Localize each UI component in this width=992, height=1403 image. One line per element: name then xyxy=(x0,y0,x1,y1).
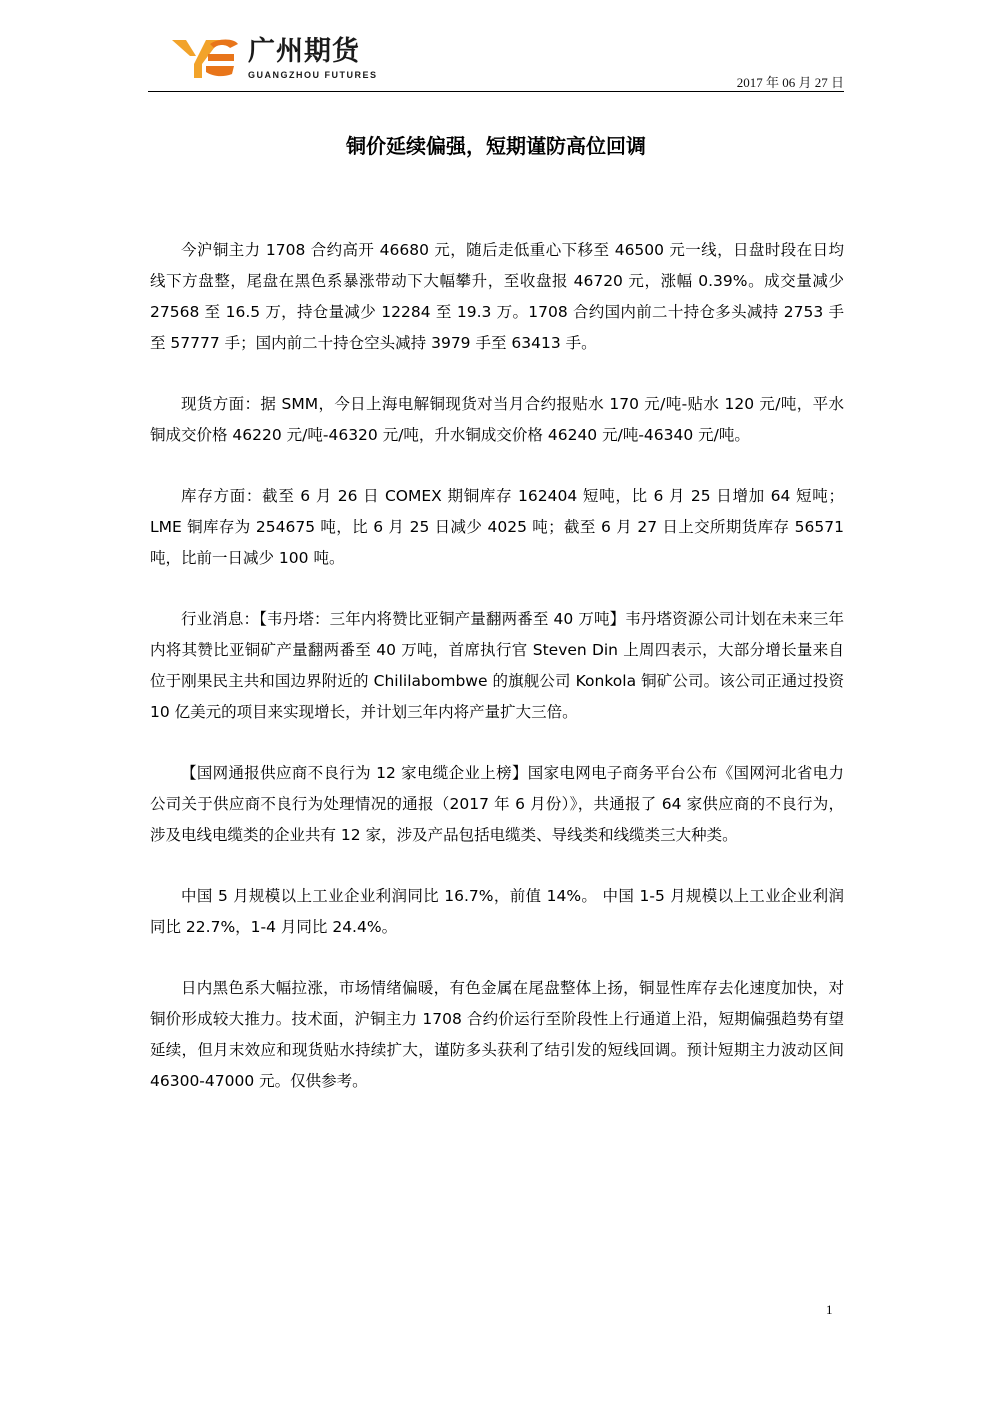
header-divider xyxy=(148,91,844,92)
page-header xyxy=(148,30,844,92)
paragraph-inventory: 库存方面：截至 6 月 26 日 COMEX 期铜库存 162404 短吨，比 6 月 25 日增加 64 短吨；LME 铜库存为 254675 吨，比 6 月 25 日减少 4025 吨；截至 6 月 27 日上交所期货库存 56571 吨，比前一日减少 100 吨。 xyxy=(150,487,844,567)
paragraph-market-summary: 今沪铜主力 1708 合约高开 46680 元，随后走低重心下移至 46500 元一线，日盘时段在日均线下方盘整，尾盘在黑色系暴涨带动下大幅攀升，至收盘报 46720 元，涨幅 0.39%。成交量减少 27568 至 16.5 万，持仓量减少 12284 至 19.3 万。1708 合约国内前二十持仓多头减持 2753 手至 57777 手；国内前二十持仓空头减持 3979 手至 63413 手。 xyxy=(150,241,844,352)
paragraph-spot: 现货方面：据 SMM，今日上海电解铜现货对当月合约报贴水 170 元/吨-贴水 120 元/吨，平水铜成交价格 46220 元/吨-46320 元/吨，升水铜成交价格 46240 元/吨-46340 元/吨。 xyxy=(150,395,844,444)
brand-name-en: GUANGZHOU FUTURES xyxy=(248,70,378,80)
report-body xyxy=(150,235,844,1127)
paragraph-outlook: 日内黑色系大幅拉涨，市场情绪偏暖，有色金属在尾盘整体上扬，铜显性库存去化速度加快，对铜价形成较大推力。技术面，沪铜主力 1708 合约价运行至阶段性上行通道上沿，短期偏强趋势有望延续，但月末效应和现货贴水持续扩大，谨防多头获利了结引发的短线回调。预计短期主力波动区间 46300-47000 元。仅供参考。 xyxy=(150,979,844,1090)
report-title: 铜价延续偏强，短期谨防高位回调 xyxy=(346,134,646,158)
paragraph-industry-news: 行业消息：【韦丹塔：三年内将赞比亚铜产量翻两番至 40 万吨】韦丹塔资源公司计划在未来三年内将其赞比亚铜矿产量翻两番至 40 万吨，首席执行官 Steven Din 上周四表示，大部分增长量来自位于刚果民主共和国边界附近的 Chililabombwe 的旗舰公司 Konkola 铜矿公司。该公司正通过投资 10 亿美元的项目来实现增长，并计划三年内将产量扩大三倍。 xyxy=(150,610,844,721)
paragraph-macro: 中国 5 月规模以上工业企业利润同比 16.7%，前值 14%。 中国 1-5 月规模以上工业企业利润同比 22.7%，1-4 月同比 24.4%。 xyxy=(150,887,844,936)
gz-futures-logo-icon xyxy=(172,38,238,78)
paragraph-state-grid: 【国网通报供应商不良行为 12 家电缆企业上榜】国家电网电子商务平台公布《国网河北省电力公司关于供应商不良行为处理情况的通报（2017 年 6 月份）》，共通报了 64 家供应商的不良行为，涉及电线电缆类的企业共有 12 家，涉及产品包括电缆类、导线类和线缆类三大种类。 xyxy=(150,764,844,844)
page-number: 1 xyxy=(826,1302,833,1317)
report-date: 2017 年 06 月 27 日 xyxy=(736,75,844,90)
brand-name-cn: 广州期货 xyxy=(248,36,360,67)
